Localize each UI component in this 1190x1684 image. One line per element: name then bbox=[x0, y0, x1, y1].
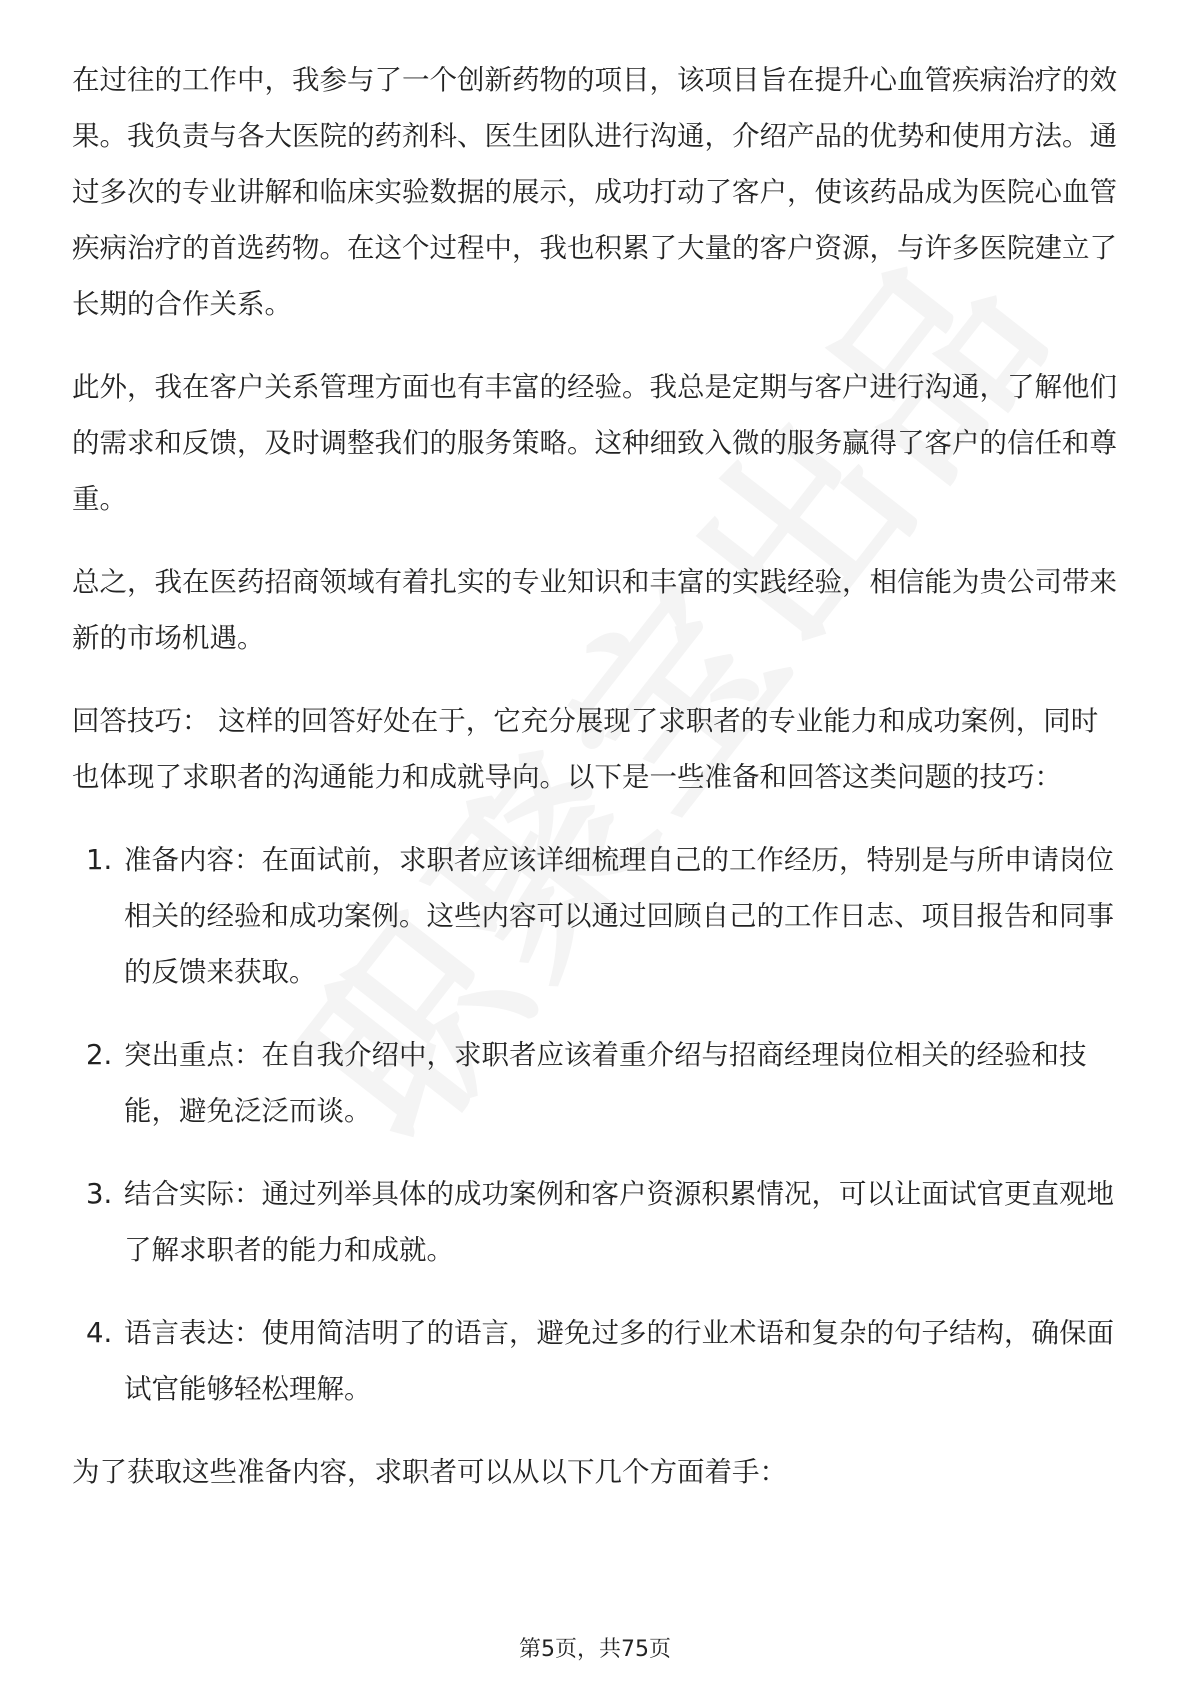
list-text: 准备内容：在面试前，求职者应该详细梳理自己的工作经历，特别是与所申请岗位相关的经验和成功案例。这些内容可以通过回顾自己的工作日志、项目报告和同事的反馈来获取。 bbox=[124, 844, 1114, 988]
tips-list bbox=[72, 832, 1117, 1417]
paragraph-closing: 为了获取这些准备内容，求职者可以从以下几个方面着手： bbox=[72, 1456, 787, 1488]
list-text: 突出重点：在自我介绍中，求职者应该着重介绍与招商经理岗位相关的经验和技能，避免泛泛而谈。 bbox=[124, 1039, 1087, 1127]
paragraph-answer-tips: 回答技巧： 这样的回答好处在于，它充分展现了求职者的专业能力和成功案例，同时也体现了求职者的沟通能力和成就导向。以下是一些准备和回答这类问题的技巧： bbox=[72, 705, 1099, 793]
page-content bbox=[72, 52, 1117, 1527]
paragraph-crm-experience: 此外，我在客户关系管理方面也有丰富的经验。我总是定期与客户进行沟通，了解他们的需求和反馈，及时调整我们的服务策略。这种细致入微的服务赢得了客户的信任和尊重。 bbox=[72, 371, 1117, 515]
list-text: 结合实际：通过列举具体的成功案例和客户资源积累情况，可以让面试官更直观地了解求职者的能力和成就。 bbox=[124, 1178, 1114, 1266]
paragraph-project-experience: 在过往的工作中，我参与了一个创新药物的项目，该项目旨在提升心血管疾病治疗的效果。我负责与各大医院的药剂科、医生团队进行沟通，介绍产品的优势和使用方法。通过多次的专业讲解和临床实验数据的展示，成功打动了客户，使该药品成为医院心血管疾病治疗的首选药物。在这个过程中，我也积累了大量的客户资源，与许多医院建立了长期的合作关系。 bbox=[72, 64, 1117, 320]
list-text: 语言表达：使用简洁明了的语言，避免过多的行业术语和复杂的句子结构，确保面试官能够轻松理解。 bbox=[124, 1317, 1114, 1405]
list-item bbox=[72, 1305, 1117, 1417]
list-number: 3. bbox=[86, 1178, 113, 1210]
list-item bbox=[72, 1166, 1117, 1278]
list-number: 1. bbox=[86, 844, 113, 876]
list-item bbox=[72, 832, 1117, 1000]
page-number-footer: 第5页，共75页 bbox=[519, 1637, 671, 1662]
paragraph-summary: 总之，我在医药招商领域有着扎实的专业知识和丰富的实践经验，相信能为贵公司带来新的市场机遇。 bbox=[72, 566, 1117, 654]
list-number: 4. bbox=[86, 1317, 113, 1349]
list-number: 2. bbox=[86, 1039, 113, 1071]
list-item bbox=[72, 1027, 1117, 1139]
